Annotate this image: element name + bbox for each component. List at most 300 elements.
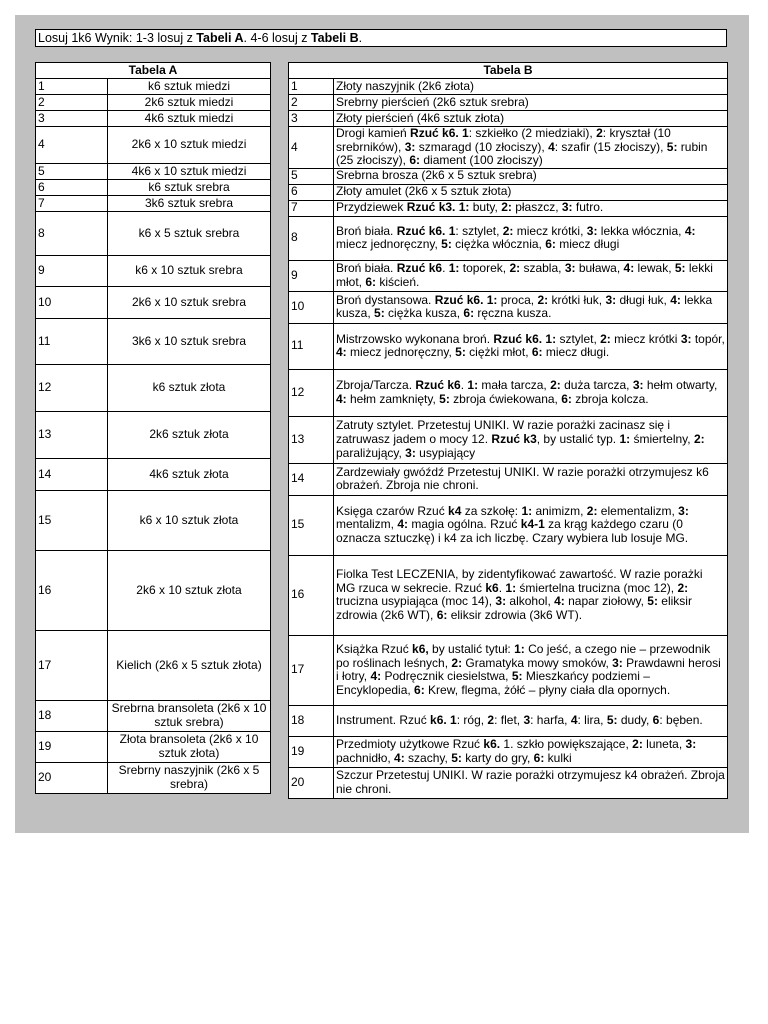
table-row xyxy=(289,736,728,767)
table-row xyxy=(289,767,728,798)
reward-text: k6 sztuk srebra xyxy=(108,180,271,196)
table-row xyxy=(36,196,271,212)
text-run: . xyxy=(442,261,449,276)
bold-text: 2: xyxy=(502,223,514,238)
table-row xyxy=(289,369,728,416)
roll-number: 19 xyxy=(36,732,108,763)
table-row xyxy=(36,212,271,256)
roll-number: 7 xyxy=(36,196,108,212)
roll-number: 4 xyxy=(36,127,108,164)
text-run: . 4-6 losuj z xyxy=(243,31,311,45)
text-run: rubin (25 złociszy), xyxy=(336,139,708,168)
table-row xyxy=(289,635,728,705)
bold-text: 6: xyxy=(409,153,421,168)
bold-text: k6. 1 xyxy=(430,712,457,727)
text-run: ciężka włócznia, xyxy=(451,237,546,252)
bold-text: Rzuć k6 xyxy=(396,261,443,276)
table-b xyxy=(288,62,728,799)
text-run: szabla, xyxy=(520,261,565,276)
text-run: kulki xyxy=(544,750,572,765)
bold-text: k6. xyxy=(483,737,501,752)
bold-text: 4: xyxy=(394,750,405,765)
text-run: Mieszkańcy podziemi – Encyklopedia, xyxy=(336,669,650,697)
item-description xyxy=(334,127,728,169)
bold-text: 3: xyxy=(404,139,416,154)
item-description xyxy=(334,495,728,555)
text-run: Złoty amulet (2k6 x 5 sztuk złota) xyxy=(336,184,512,199)
roll-number: 14 xyxy=(289,463,334,495)
item-description xyxy=(334,291,728,323)
bold-text: 6: xyxy=(414,682,425,697)
reward-text: 2k6 x 10 sztuk złota xyxy=(108,551,271,631)
bold-text: 4: xyxy=(370,669,382,684)
reward-text: k6 x 10 sztuk srebra xyxy=(108,256,271,287)
table-row xyxy=(289,200,728,216)
text-run: Prawdawni herosi i łotry, xyxy=(336,655,721,684)
table-row xyxy=(289,416,728,463)
table-a-title: Tabela A xyxy=(36,63,271,79)
text-run: miecz długi. xyxy=(542,345,610,360)
roll-number: 3 xyxy=(289,111,334,127)
bold-text: 3: xyxy=(405,445,416,460)
bold-text: Tabeli A xyxy=(196,31,244,45)
text-run: : szafir (15 złociszy), xyxy=(554,139,667,154)
bold-text: Rzuć k3 xyxy=(491,431,537,446)
table-row xyxy=(36,287,271,319)
roll-number: 17 xyxy=(36,631,108,701)
bold-text: 1: xyxy=(467,378,479,393)
text-run: miecz jednoręczny, xyxy=(346,345,456,360)
bold-text: 2: xyxy=(586,503,598,518)
bold-text: 2: xyxy=(537,292,549,307)
item-description xyxy=(334,767,728,798)
text-run: płaszcz, xyxy=(511,200,562,215)
bold-text: 2: xyxy=(693,431,705,446)
roll-number: 9 xyxy=(36,256,108,287)
bold-text: Tabeli B xyxy=(310,31,359,45)
text-run: zbroja ćwiekowana, xyxy=(449,391,562,406)
bold-text: 3 xyxy=(523,712,531,727)
bold-text: 3: xyxy=(632,378,644,393)
bold-text: k6 xyxy=(485,580,499,595)
table-a xyxy=(35,62,271,794)
text-run: napar ziołowy, xyxy=(564,594,648,609)
item-description xyxy=(334,216,728,260)
table-row xyxy=(289,184,728,200)
roll-number: 18 xyxy=(289,705,334,736)
roll-number: 16 xyxy=(36,551,108,631)
text-run: Co jeść, a czego nie – przewodnik po roślinach leśnych, xyxy=(336,642,711,670)
bold-text: 3: xyxy=(605,292,617,307)
table-row xyxy=(36,95,271,111)
item-description xyxy=(334,168,728,184)
text-run: karty do gry, xyxy=(461,750,534,765)
bold-text: 3: xyxy=(586,223,598,238)
instruction-line xyxy=(35,29,727,47)
table-b-title: Tabela B xyxy=(289,63,728,79)
text-run: dudy, xyxy=(617,712,653,727)
text-run: mała tarcza, xyxy=(478,378,551,393)
roll-number: 16 xyxy=(289,555,334,635)
bold-text: 2: xyxy=(550,378,561,393)
roll-number: 20 xyxy=(289,767,334,798)
table-row xyxy=(289,95,728,111)
text-run: Broń biała. xyxy=(336,223,397,238)
text-run: buty, xyxy=(469,200,502,215)
text-run: Złoty pierścień (4k6 sztuk złota) xyxy=(336,110,505,125)
text-run: Fiolka Test LECZENIA, by zidentyfikować zawartość. W razie porażki MG rzuca w sekrecie. Rzuć xyxy=(336,567,703,595)
bold-text: Rzuć k6. 1: xyxy=(493,331,557,346)
text-run: miecz jednoręczny, xyxy=(336,237,442,252)
reward-text: 2k6 sztuk miedzi xyxy=(108,95,271,111)
bold-text: 1: xyxy=(448,261,460,276)
bold-text: k4 xyxy=(448,503,462,518)
roll-number: 17 xyxy=(289,635,334,705)
roll-number: 1 xyxy=(36,79,108,95)
roll-number: 6 xyxy=(36,180,108,196)
table-row xyxy=(36,79,271,95)
reward-text: k6 x 10 sztuk złota xyxy=(108,491,271,551)
text-run: : róg, xyxy=(456,712,488,727)
text-run: ciężki młot, xyxy=(465,345,532,360)
table-row xyxy=(289,168,728,184)
reward-text: k6 x 5 sztuk srebra xyxy=(108,212,271,256)
reward-text: 2k6 x 10 sztuk srebra xyxy=(108,287,271,319)
reward-text: 4k6 sztuk złota xyxy=(108,459,271,491)
text-run: lekki młot, xyxy=(336,261,713,289)
text-run: lewak, xyxy=(634,261,675,276)
text-run: magia ogólna. Rzuć xyxy=(408,517,521,532)
roll-number: 5 xyxy=(289,168,334,184)
bold-text: 2: xyxy=(677,580,689,595)
text-run: lekka włócznia, xyxy=(597,223,685,238)
roll-number: 11 xyxy=(36,319,108,365)
roll-number: 8 xyxy=(289,216,334,260)
bold-text: 5: xyxy=(647,594,658,609)
reward-text: Złota bransoleta (2k6 x 10 sztuk złota) xyxy=(108,732,271,763)
bold-text: 6: xyxy=(463,306,475,321)
roll-number: 20 xyxy=(36,763,108,794)
bold-text: 6 xyxy=(652,712,660,727)
table-row xyxy=(289,79,728,95)
table-row xyxy=(289,127,728,169)
table-row xyxy=(36,111,271,127)
text-run: toporek, xyxy=(459,261,510,276)
bold-text: 4: xyxy=(684,223,696,238)
bold-text: 3: xyxy=(561,200,573,215)
roll-number: 12 xyxy=(289,369,334,416)
text-run: Mistrzowsko wykonana broń. xyxy=(336,331,494,346)
text-run: elementalizm, xyxy=(597,503,679,518)
text-run: buława, xyxy=(575,261,624,276)
table-row xyxy=(36,412,271,459)
text-run: Srebrna brosza (2k6 x 5 sztuk srebra) xyxy=(336,168,537,183)
text-run: Szczur Przetestuj UNIKI. W razie porażki otrzymujesz k4 obrażeń. Zbroja nie chroni. xyxy=(336,768,725,796)
table-row xyxy=(289,555,728,635)
text-run: Złoty naszyjnik (2k6 złota) xyxy=(336,78,475,93)
bold-text: 4: xyxy=(623,261,635,276)
bold-text: Rzuć k6. 1 xyxy=(410,126,469,140)
roll-number: 8 xyxy=(36,212,108,256)
text-run: mentalizm, xyxy=(336,517,398,532)
bold-text: 1: xyxy=(505,580,517,595)
item-description xyxy=(334,111,728,127)
bold-text: 4: xyxy=(336,391,347,406)
text-run: ręczna kusza. xyxy=(474,306,552,321)
reward-text: 4k6 sztuk miedzi xyxy=(108,111,271,127)
reward-text: Srebrna bransoleta (2k6 x 10 sztuk srebra) xyxy=(108,701,271,732)
item-description xyxy=(334,79,728,95)
reward-text: 2k6 sztuk złota xyxy=(108,412,271,459)
bold-text: 6: xyxy=(531,345,543,360)
text-run: diament (100 złociszy) xyxy=(420,153,543,168)
roll-number: 12 xyxy=(36,365,108,412)
bold-text: k4-1 xyxy=(520,517,545,532)
text-run: Zardzewiały gwóźdź Przetestuj UNIKI. W razie porażki otrzymujesz k6 obrażeń. Zbroja nie chroni. xyxy=(336,464,709,493)
text-run: proca, xyxy=(497,292,538,307)
bold-text: 3: xyxy=(685,737,697,752)
item-description xyxy=(334,416,728,463)
item-description xyxy=(334,369,728,416)
roll-number: 6 xyxy=(289,184,334,200)
item-description xyxy=(334,463,728,495)
roll-number: 2 xyxy=(289,95,334,111)
bold-text: 4: xyxy=(397,517,409,532)
roll-number: 19 xyxy=(289,736,334,767)
bold-text: 3: xyxy=(564,261,576,276)
bold-text: Rzuć k6 xyxy=(415,378,461,393)
roll-number: 7 xyxy=(289,200,334,216)
table-row xyxy=(36,256,271,287)
table-row xyxy=(36,631,271,701)
text-run: szachy, xyxy=(404,750,452,765)
table-row xyxy=(289,216,728,260)
item-description xyxy=(334,736,728,767)
text-run: : szkiełko (2 miedziaki), xyxy=(468,126,597,140)
item-description xyxy=(334,555,728,635)
text-run: hełm zamknięty, xyxy=(346,391,440,406)
text-run: futro. xyxy=(572,200,604,215)
roll-number: 2 xyxy=(36,95,108,111)
bold-text: 1: xyxy=(514,642,525,657)
bold-text: 4 xyxy=(570,712,578,727)
text-run: Książka Rzuć xyxy=(336,642,413,657)
bold-text: 5: xyxy=(606,712,618,727)
table-row xyxy=(36,459,271,491)
text-run: eliksir zdrowia (2k6 WT), xyxy=(336,594,692,622)
roll-number: 14 xyxy=(36,459,108,491)
table-row xyxy=(289,705,728,736)
table-row xyxy=(289,323,728,369)
item-description xyxy=(334,200,728,216)
text-run: : harfa, xyxy=(530,712,571,727)
text-run: Instrument. Rzuć xyxy=(336,712,431,727)
table-row xyxy=(36,732,271,763)
text-run: . xyxy=(498,580,506,595)
item-description xyxy=(334,635,728,705)
item-description xyxy=(334,705,728,736)
bold-text: 4: xyxy=(554,594,565,609)
text-run: Przedmioty użytkowe Rzuć xyxy=(336,737,484,752)
reward-text: Kielich (2k6 x 5 sztuk złota) xyxy=(108,631,271,701)
bold-text: Rzuć k6. 1: xyxy=(434,292,498,307)
text-run: . xyxy=(460,378,468,393)
text-run: duża tarcza, xyxy=(560,378,633,393)
text-run: Zbroja/Tarcza. xyxy=(336,378,416,393)
bold-text: 3: xyxy=(678,503,689,518)
text-run: za krąg każdego czaru (0 oznacza sztuczkę) i k4 za ich liczbę. Czary wybiera lub losuje MG. xyxy=(336,517,689,546)
bold-text: 5: xyxy=(441,237,452,252)
text-run: Krew, flegma, żółć – płyny ciała dla opornych. xyxy=(424,682,671,697)
text-run: Srebrny pierścień (2k6 sztuk srebra) xyxy=(336,94,529,109)
bold-text: 2: xyxy=(451,655,463,670)
item-description xyxy=(334,184,728,200)
text-run: luneta, xyxy=(642,737,686,752)
text-run: zbroja kolcza. xyxy=(571,391,649,406)
text-run: Gramatyka mowy smoków, xyxy=(462,655,613,670)
text-run: krótki łuk, xyxy=(548,292,606,307)
text-run: . xyxy=(358,31,363,45)
item-description xyxy=(334,323,728,369)
reward-text: Srebrny naszyjnik (2k6 x 5 srebra) xyxy=(108,763,271,794)
text-run: pachnidło, xyxy=(336,750,395,765)
text-run: : lira, xyxy=(577,712,607,727)
text-run: Drogi kamień xyxy=(336,126,411,140)
bold-text: 5: xyxy=(666,139,678,154)
bold-text: 2 xyxy=(596,126,603,140)
text-run: ciężka kusza, xyxy=(384,306,464,321)
text-run: sztylet, xyxy=(556,331,601,346)
bold-text: Rzuć k3. 1: xyxy=(406,200,470,215)
bold-text: 3: xyxy=(612,655,623,670)
text-run: Księga czarów Rzuć xyxy=(336,503,449,518)
bold-text: 4: xyxy=(336,345,347,360)
roll-number: 15 xyxy=(289,495,334,555)
bold-text: 5: xyxy=(374,306,385,321)
reward-text: 2k6 x 10 sztuk miedzi xyxy=(108,127,271,164)
text-run: hełm otwarty, xyxy=(643,378,718,393)
text-run: lekka kusza, xyxy=(336,292,713,321)
text-run: by ustalić tytuł: xyxy=(428,642,515,657)
text-run: szmaragd (10 złociszy), xyxy=(415,139,549,154)
text-run: śmiertelna trucizna (moc 12), xyxy=(516,580,678,595)
roll-number: 1 xyxy=(289,79,334,95)
bold-text: 4: xyxy=(670,292,681,307)
text-run: za szkołę: xyxy=(461,503,522,518)
bold-text: Rzuć k6. 1 xyxy=(396,223,456,238)
table-row xyxy=(36,365,271,412)
roll-number: 13 xyxy=(289,416,334,463)
text-run: 1. szkło powiększające, xyxy=(500,737,633,752)
bold-text: 6: xyxy=(365,274,377,289)
table-row xyxy=(289,111,728,127)
roll-number: 10 xyxy=(36,287,108,319)
table-row xyxy=(289,260,728,291)
bold-text: 3: xyxy=(680,331,692,346)
table-row xyxy=(289,291,728,323)
text-run: alkohol, xyxy=(506,594,555,609)
roll-number: 11 xyxy=(289,323,334,369)
bold-text: 2 xyxy=(487,712,495,727)
text-run: długi łuk, xyxy=(616,292,671,307)
bold-text: 1: xyxy=(521,503,533,518)
roll-number: 9 xyxy=(289,260,334,291)
text-run: animizm, xyxy=(532,503,587,518)
roll-number: 4 xyxy=(289,127,334,169)
text-run: : bęben. xyxy=(659,712,703,727)
item-description xyxy=(334,95,728,111)
table-row xyxy=(36,763,271,794)
text-run: paraliżujący, xyxy=(336,445,406,460)
table-row xyxy=(36,551,271,631)
table-row xyxy=(289,463,728,495)
roll-number: 15 xyxy=(36,491,108,551)
item-description xyxy=(334,260,728,291)
bold-text: 6: xyxy=(561,391,572,406)
text-run: miecz długi xyxy=(555,237,620,252)
text-run: Broń dystansowa. xyxy=(336,292,435,307)
bold-text: 2: xyxy=(509,261,521,276)
text-run: : sztylet, xyxy=(455,223,503,238)
roll-number: 18 xyxy=(36,701,108,732)
text-run: eliksir zdrowia (3k6 WT). xyxy=(447,607,583,622)
table-row xyxy=(289,495,728,555)
text-run: : kryształ (10 srebrników), xyxy=(336,126,671,154)
bold-text: 5: xyxy=(439,391,450,406)
bold-text: 5: xyxy=(511,669,523,684)
bold-text: 6: xyxy=(545,237,556,252)
table-row xyxy=(36,180,271,196)
text-run: Zatruty sztylet. Przetestuj UNIKI. W razie porażki zacinasz się i zatruwasz jadem o mocy 12. xyxy=(336,418,671,446)
bold-text: 5: xyxy=(451,750,462,765)
bold-text: 5: xyxy=(674,261,686,276)
roll-number: 13 xyxy=(36,412,108,459)
text-run: miecz krótki, xyxy=(513,223,587,238)
text-run: , by ustalić typ. xyxy=(536,431,620,446)
table-row xyxy=(36,127,271,164)
text-run: topór, xyxy=(691,331,725,346)
text-run: Przydziewek xyxy=(336,200,407,215)
table-row xyxy=(36,164,271,180)
text-run: śmiertelny, xyxy=(630,431,694,446)
text-run: Podręcznik ciesielstwa, xyxy=(381,669,512,684)
reward-text: 3k6 x 10 sztuk srebra xyxy=(108,319,271,365)
bold-text: 5: xyxy=(455,345,466,360)
text-run: miecz krótki xyxy=(610,331,681,346)
text-run: usypiający xyxy=(415,445,476,460)
bold-text: 2: xyxy=(501,200,512,215)
reward-text: 3k6 sztuk srebra xyxy=(108,196,271,212)
bold-text: 4 xyxy=(548,139,555,154)
roll-number: 10 xyxy=(289,291,334,323)
text-run: Losuj 1k6 Wynik: 1-3 losuj z xyxy=(38,31,197,45)
roll-number: 5 xyxy=(36,164,108,180)
bold-text: k6, xyxy=(412,642,429,657)
text-run: kiścień. xyxy=(376,274,420,289)
bold-text: 1: xyxy=(619,431,631,446)
bold-text: 2: xyxy=(600,331,611,346)
table-row xyxy=(36,491,271,551)
text-run: Broń biała. xyxy=(336,261,397,276)
bold-text: 3: xyxy=(495,594,507,609)
bold-text: 6: xyxy=(533,750,545,765)
reward-text: k6 sztuk złota xyxy=(108,365,271,412)
table-row xyxy=(36,701,271,732)
roll-number: 3 xyxy=(36,111,108,127)
table-row xyxy=(36,319,271,365)
reward-text: k6 sztuk miedzi xyxy=(108,79,271,95)
reward-text: 4k6 x 10 sztuk miedzi xyxy=(108,164,271,180)
